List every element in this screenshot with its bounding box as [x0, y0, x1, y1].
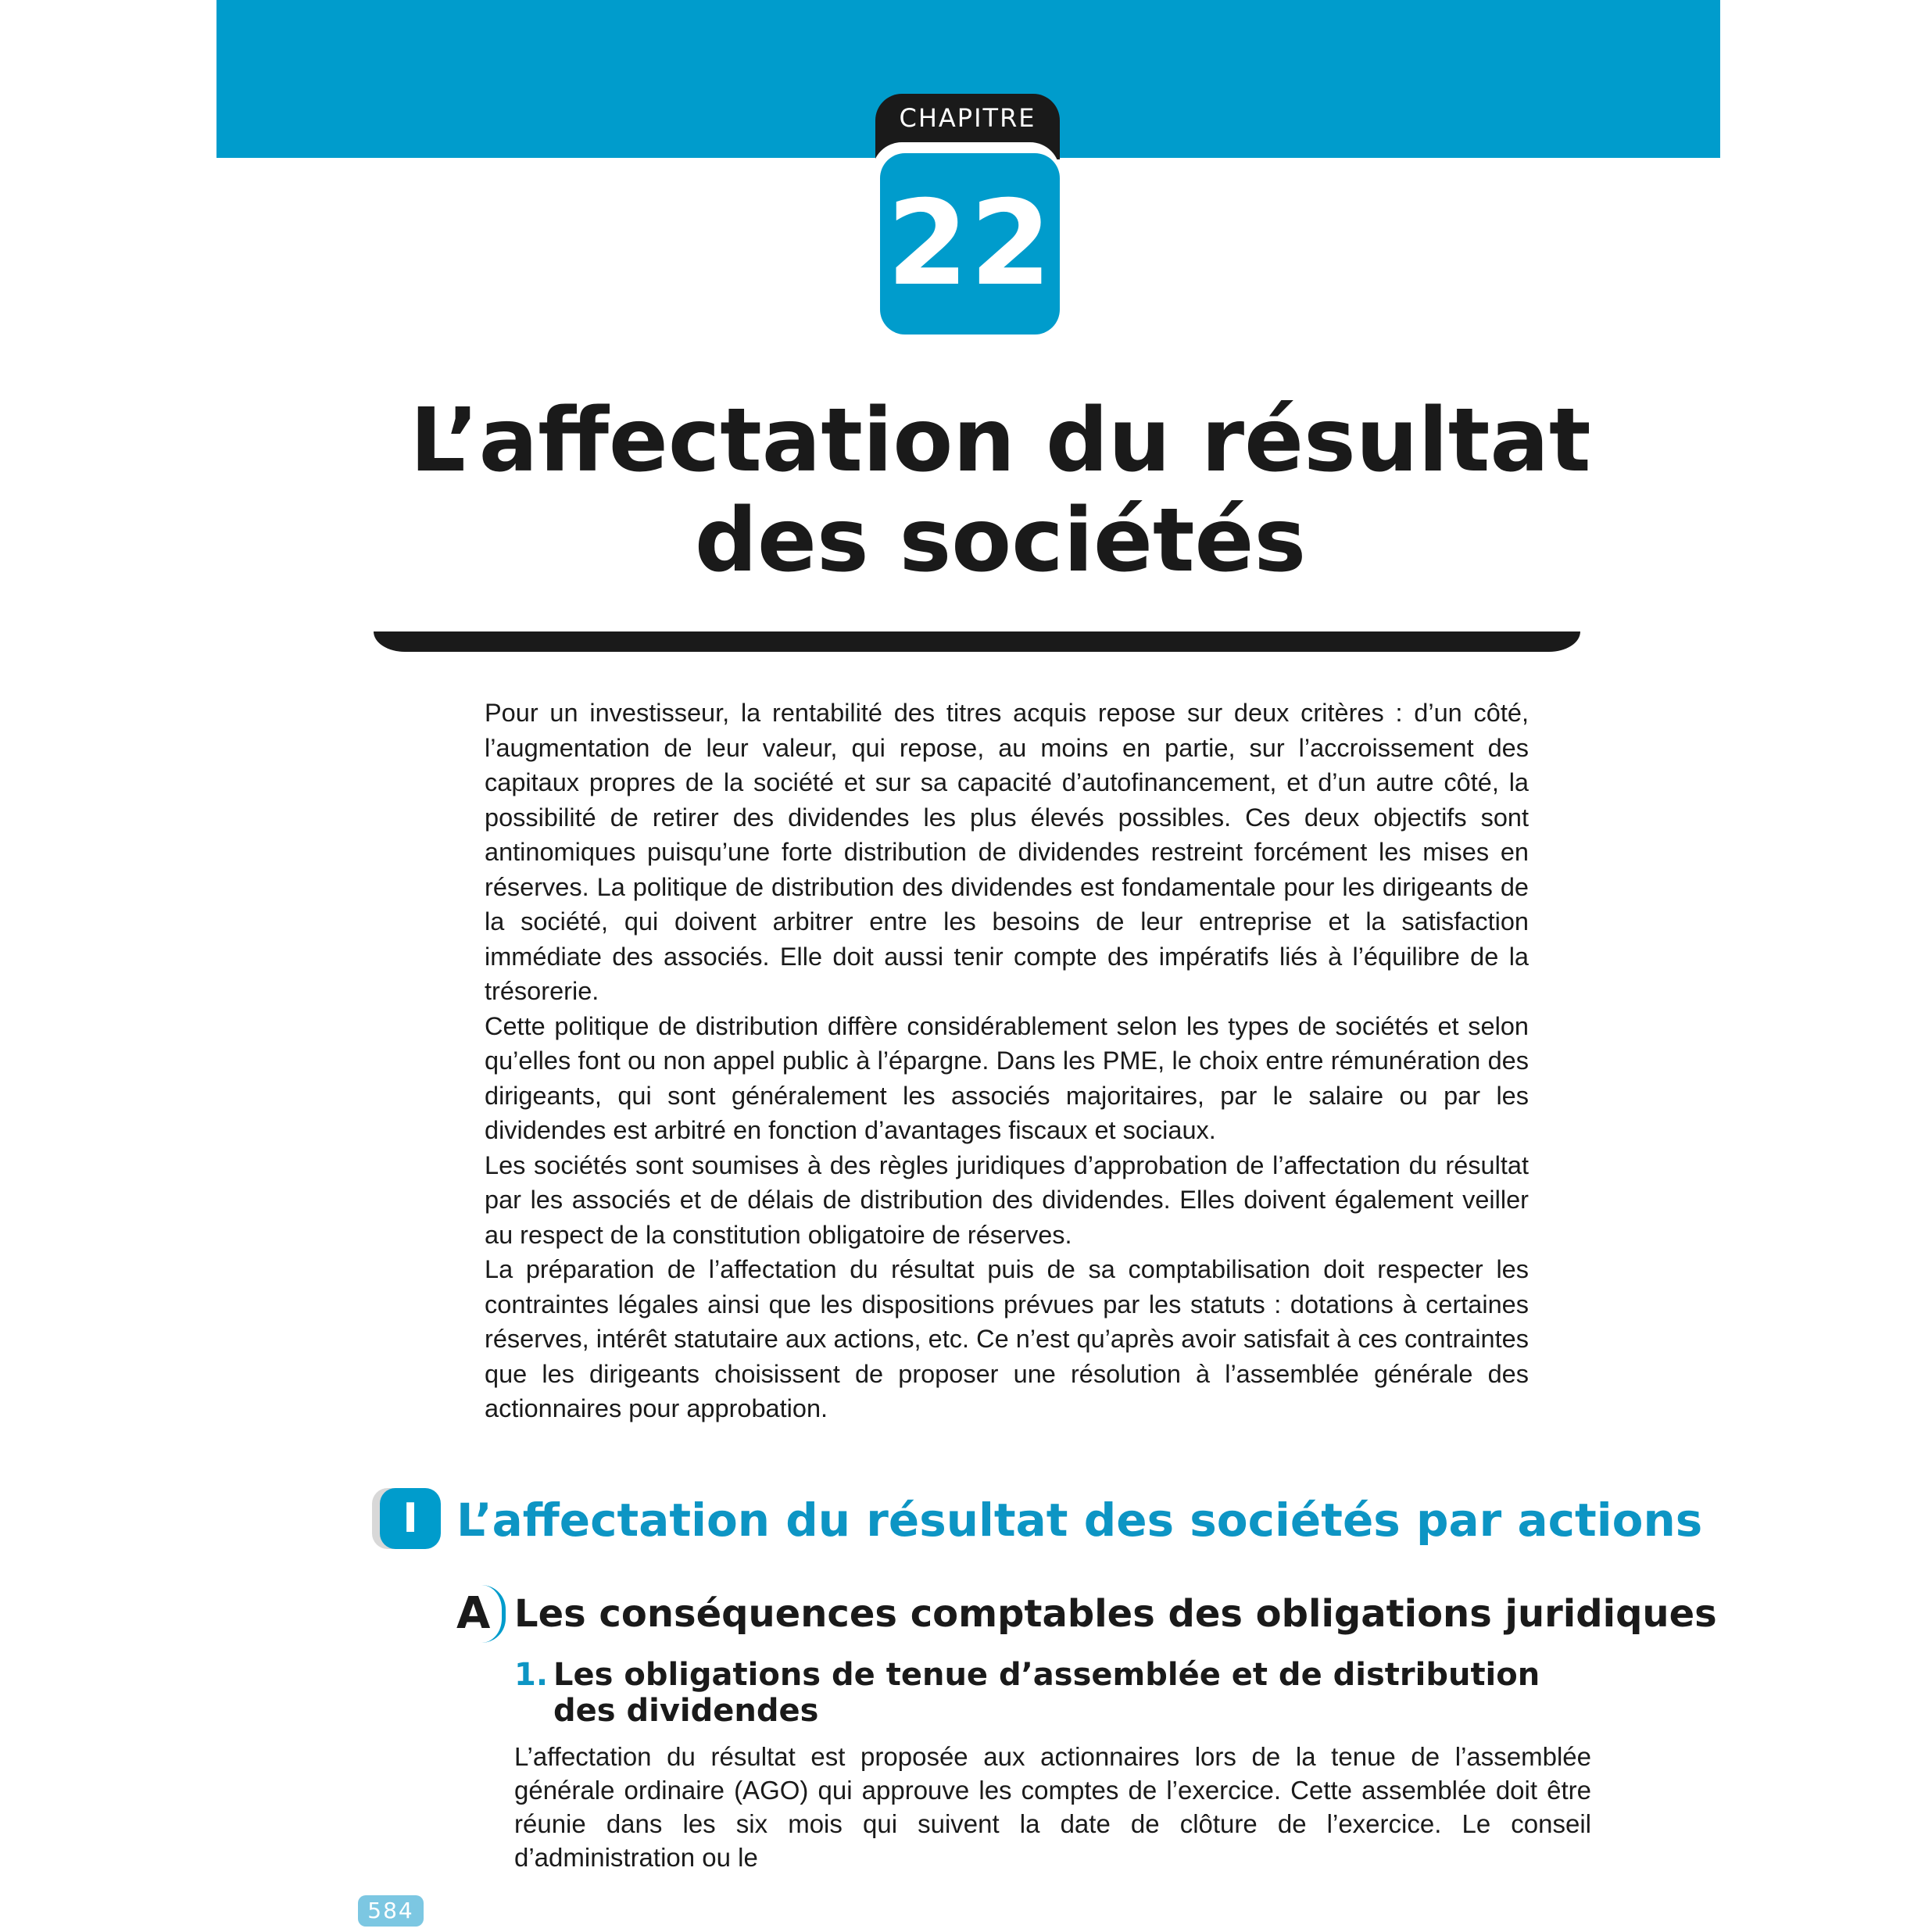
subsection-bracket-icon [481, 1585, 506, 1643]
section-title: L’affectation du résultat des sociétés par actions [456, 1494, 1703, 1547]
subsubsection-title [553, 1657, 1569, 1729]
chapter-label: CHAPITRE [875, 94, 1060, 159]
subsubsection-number: 1. [514, 1657, 549, 1693]
intro-paragraph-2: Cette politique de distribution diffère considérablement selon les types de sociétés et selon qu’elles font ou non appel public à l’épargne. Dans les PME, le choix entre rémunération des dirigeants, qui sont généralement les associés majoritaires, par le salaire ou par les dividendes est arbitré en fonction d’avantages fiscaux et sociaux. [485, 1011, 1529, 1144]
chapter-title-line1: L’affectation du résultat [410, 390, 1591, 492]
subsection-title: Les conséquences comptables des obligations juridiques [514, 1592, 1717, 1636]
section-numeral: I [380, 1488, 441, 1549]
intro-text [485, 696, 1529, 1426]
intro-paragraph-1: Pour un investisseur, la rentabilité des titres acquis repose sur deux critères : d’un côté, l’augmentation de leur valeur, qui repose, au moins en partie, sur l’accroissement des capitaux propres de la société et sur sa capacité d’autofinancement, et d’un autre côté, la possibilité de retirer des dividendes les plus élevés possibles. Ces deux objectifs sont antinomiques puisqu’une forte distribution de dividendes restreint forcément les mises en réserves. La politique de distribution des dividendes est fondamentale pour les dirigeants de la société, qui doivent arbitrer entre les besoins de leur entreprise et la satisfaction immédiate des associés. Elle doit aussi tenir compte des impératifs liés à l’équilibre de la trésorerie. [485, 699, 1529, 1005]
body-paragraph: L’affectation du résultat est proposée aux actionnaires lors de la tenue de l’assemblée générale ordinaire (AGO) qui approuve les comptes de l’exercice. Cette assemblée doit être réunie dans les six mois qui suivent la date de clôture de l’exercice. Le conseil d’administration ou le [514, 1742, 1591, 1872]
chapter-title [281, 391, 1719, 591]
chapter-title-line2: des sociétés [694, 490, 1307, 592]
page-number: 584 [358, 1895, 424, 1927]
chapter-number: 22 [880, 153, 1060, 335]
title-divider [374, 631, 1580, 652]
intro-paragraph-3: Les sociétés sont soumises à des règles juridiques d’approbation de l’affectation du résultat par les associés et de délais de distribution des dividendes. Elles doivent également veiller au respect de la constitution obligatoire de réserves. [485, 1150, 1529, 1249]
subsubsection-title-line1: Les obligations de tenue d’assemblée et de distribution [553, 1657, 1540, 1693]
subsubsection-title-line2: des dividendes [553, 1693, 819, 1729]
intro-paragraph-4: La préparation de l’affectation du résultat puis de sa comptabilisation doit respecter les contraintes légales ainsi que les dispositions prévues par les statuts : dotations à certaines réserves, intérêt statutaire aux actions, etc. Ce n’est qu’après avoir satisfait à ces contraintes que les dirigeants choisissent de proposer une résolution à l’assemblée générale des actionnaires pour approbation. [485, 1255, 1529, 1422]
subsection-letter: A [456, 1588, 491, 1639]
